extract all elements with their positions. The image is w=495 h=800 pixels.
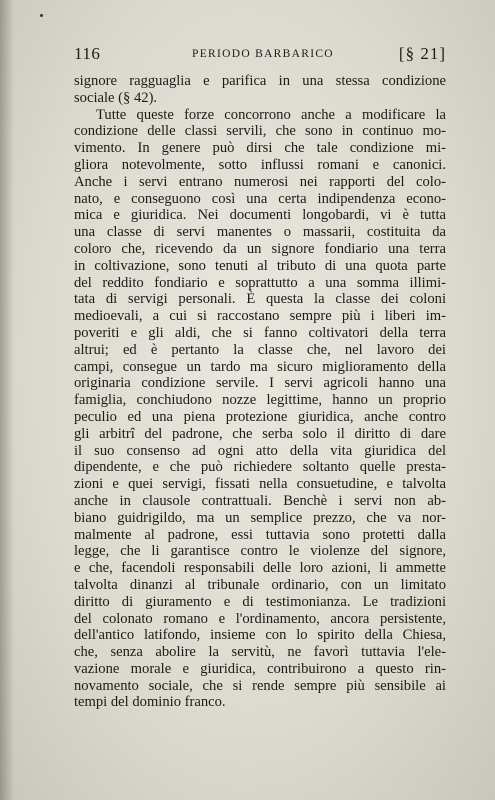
- text-line: vazione morale e giuridica, contribuirono a questo rin-: [74, 660, 446, 677]
- text-line: nato, e conseguono così una certa indipendenza econo-: [74, 190, 446, 207]
- text-line: il suo consenso ad ogni atto della vita giuridica del: [74, 442, 446, 459]
- page-header: [74, 44, 446, 66]
- text-line: malmente al padrone, essi tuttavia sono protetti dalla: [74, 526, 446, 543]
- text-line: medioevali, a cui si raccostano sempre più i liberi im-: [74, 308, 446, 325]
- text-line: signore ragguaglia e parifica in una stessa condizione: [74, 73, 446, 89]
- text-line: legge, che li garantisce contro le violenze del signore,: [74, 543, 446, 560]
- text-line: condizione delle classi servili, che sono in continuo mo-: [74, 123, 446, 140]
- section-reference: [§ 21]: [398, 44, 446, 63]
- text-line: originaria condizione servile. I servi agricoli hanno una: [74, 375, 446, 392]
- text-line: una classe di servi manentes o massarii, costituita da: [74, 224, 446, 241]
- text-line: poveriti e gli aldi, che si fanno coltivatori della terra: [74, 324, 446, 341]
- text-line: in coltivazione, sono tenuti al tributo di una quota parte: [74, 257, 446, 274]
- text-line: diritto di giuramento e di testimonianza. Le tradizioni: [74, 593, 446, 610]
- text-line: mica e giuridica. Nei documenti longobardi, vi è tutta: [74, 207, 446, 224]
- text-line: tempi del dominio franco.: [74, 694, 226, 711]
- body-text: [74, 73, 446, 711]
- text-line: e che, facendoli responsabili delle loro azioni, li ammette: [74, 560, 446, 577]
- text-line: Tutte queste forze concorrono anche a modificare la: [96, 106, 446, 123]
- page-edge-shadow: [0, 0, 14, 800]
- text-line: Anche i servi entrano numerosi nei rapporti del colo-: [74, 173, 446, 190]
- page-number: 116: [74, 44, 101, 63]
- text-line: dipendente, e che può richiedere soltanto quelle presta-: [74, 459, 446, 476]
- text-line: biano guidrigildo, ma un semplice prezzo, che va nor-: [74, 509, 446, 526]
- text-line: gli arbitrî del padrone, che serba solo il diritto di dare: [74, 425, 446, 442]
- running-title: PERIODO BARBARICO: [192, 48, 334, 60]
- text-line: dell'antico latifondo, insieme con lo spirito della Chiesa,: [74, 627, 446, 644]
- text-line: novamento sociale, che si rende sempre più sensibile ai: [74, 677, 446, 694]
- text-line: coloro che, ricevendo da un signore fondiario una terra: [74, 240, 446, 257]
- text-line: anche in clausole contrattuali. Benchè i servi non ab-: [74, 492, 446, 509]
- text-line: gliora notevolmente, sotto influssi romani e canonici.: [74, 156, 446, 173]
- text-line: che, senza abolire la servitù, ne favorì tuttavia l'ele-: [74, 644, 446, 661]
- text-line: vimento. In genere può dirsi che tale condizione mi-: [74, 140, 446, 157]
- text-line: zioni e quei servigi, fissati nella consuetudine, e talvolta: [74, 476, 446, 493]
- text-line: sociale (§ 42).: [74, 89, 158, 106]
- text-line: famiglia, conchiudono nozze legittime, hanno un proprio: [74, 392, 446, 409]
- text-line: talvolta dinanzi al tribunale ordinario, con un limitato: [74, 576, 446, 593]
- text-line: tata di servigi personali. È questa la classe dei coloni: [74, 291, 446, 308]
- text-line: altrui; ed è pertanto la classe che, nel lavoro dei: [74, 341, 446, 358]
- text-line: campi, consegue un tardo ma sicuro miglioramento della: [74, 358, 446, 375]
- print-speck: [40, 14, 43, 17]
- text-line: del reddito fondiario e soprattutto a una somma illimi-: [74, 274, 446, 291]
- text-line: del colonato romano e l'ordinamento, ancora persistente,: [74, 610, 446, 627]
- text-line: peculio ed una piena protezione giuridica, anche contro: [74, 408, 446, 425]
